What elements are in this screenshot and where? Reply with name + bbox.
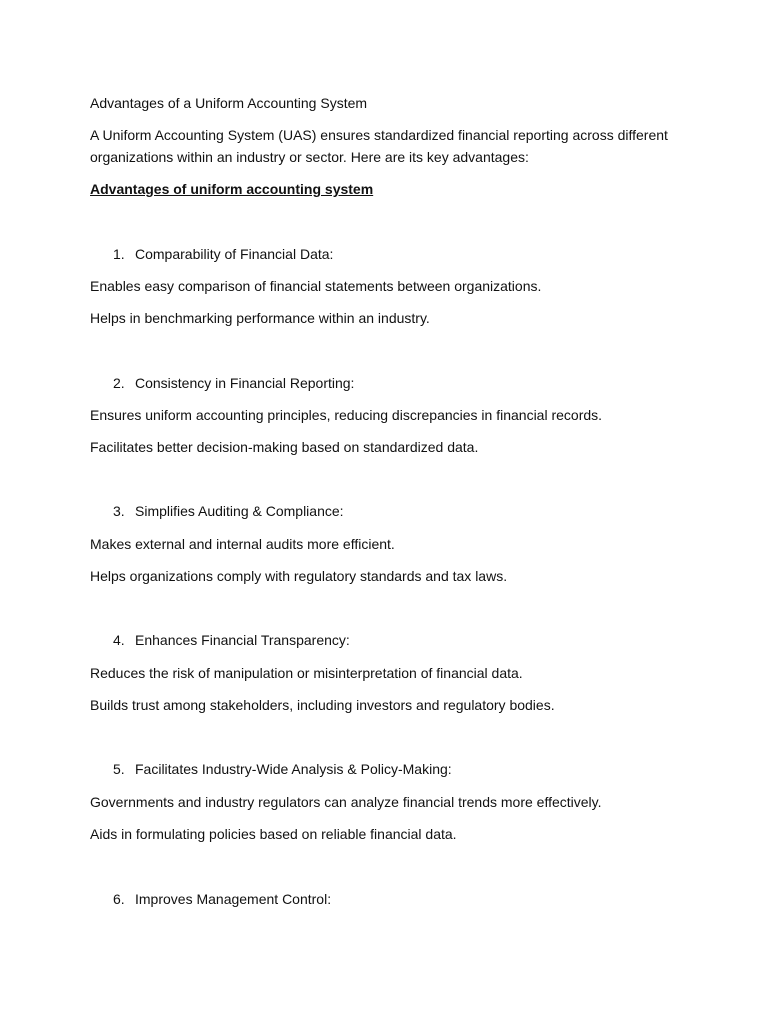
list-item-number: 4. [113,632,125,648]
list-item-point: Builds trust among stakeholders, including investors and regulatory bodies. [90,697,555,713]
list-item-label: Enhances Financial Transparency: [135,632,350,648]
intro-paragraph: A Uniform Accounting System (UAS) ensures standardized financial reporting across different organizations within an industry or sector. Here are its key advantages: [90,127,668,165]
list-item-point: Ensures uniform accounting principles, reducing discrepancies in financial records. [90,407,603,423]
list-item-number: 1. [113,246,125,262]
list-item-number: 2. [113,375,125,391]
list-item-title [113,500,344,522]
list-item-number: 3. [113,503,125,519]
list-item-number: 6. [113,891,125,907]
list-item-label: Comparability of Financial Data: [135,246,334,262]
list-item-point: Helps organizations comply with regulatory standards and tax laws. [90,568,508,584]
list-item-label: Facilitates Industry-Wide Analysis & Policy-Making: [135,761,452,777]
list-item-point: Reduces the risk of manipulation or misinterpretation of financial data. [90,665,523,681]
document-title: Advantages of a Uniform Accounting System [90,95,368,111]
section-heading: Advantages of uniform accounting system [90,181,374,197]
list-item-label: Improves Management Control: [135,891,332,907]
list-item-label: Consistency in Financial Reporting: [135,375,355,391]
list-item-point: Facilitates better decision-making based on standardized data. [90,439,479,455]
list-item-title [113,888,331,910]
list-item-point: Governments and industry regulators can analyze financial trends more effectively. [90,794,602,810]
list-item-title [113,758,452,780]
list-item-point: Enables easy comparison of financial statements between organizations. [90,278,542,294]
list-item-number: 5. [113,761,125,777]
list-item-point: Makes external and internal audits more efficient. [90,536,395,552]
list-item-title [113,243,333,265]
list-item-point: Helps in benchmarking performance within an industry. [90,310,430,326]
list-item-point: Aids in formulating policies based on reliable financial data. [90,826,457,842]
list-item-title [113,629,350,651]
list-item-label: Simplifies Auditing & Compliance: [135,503,344,519]
list-item-title [113,372,354,394]
